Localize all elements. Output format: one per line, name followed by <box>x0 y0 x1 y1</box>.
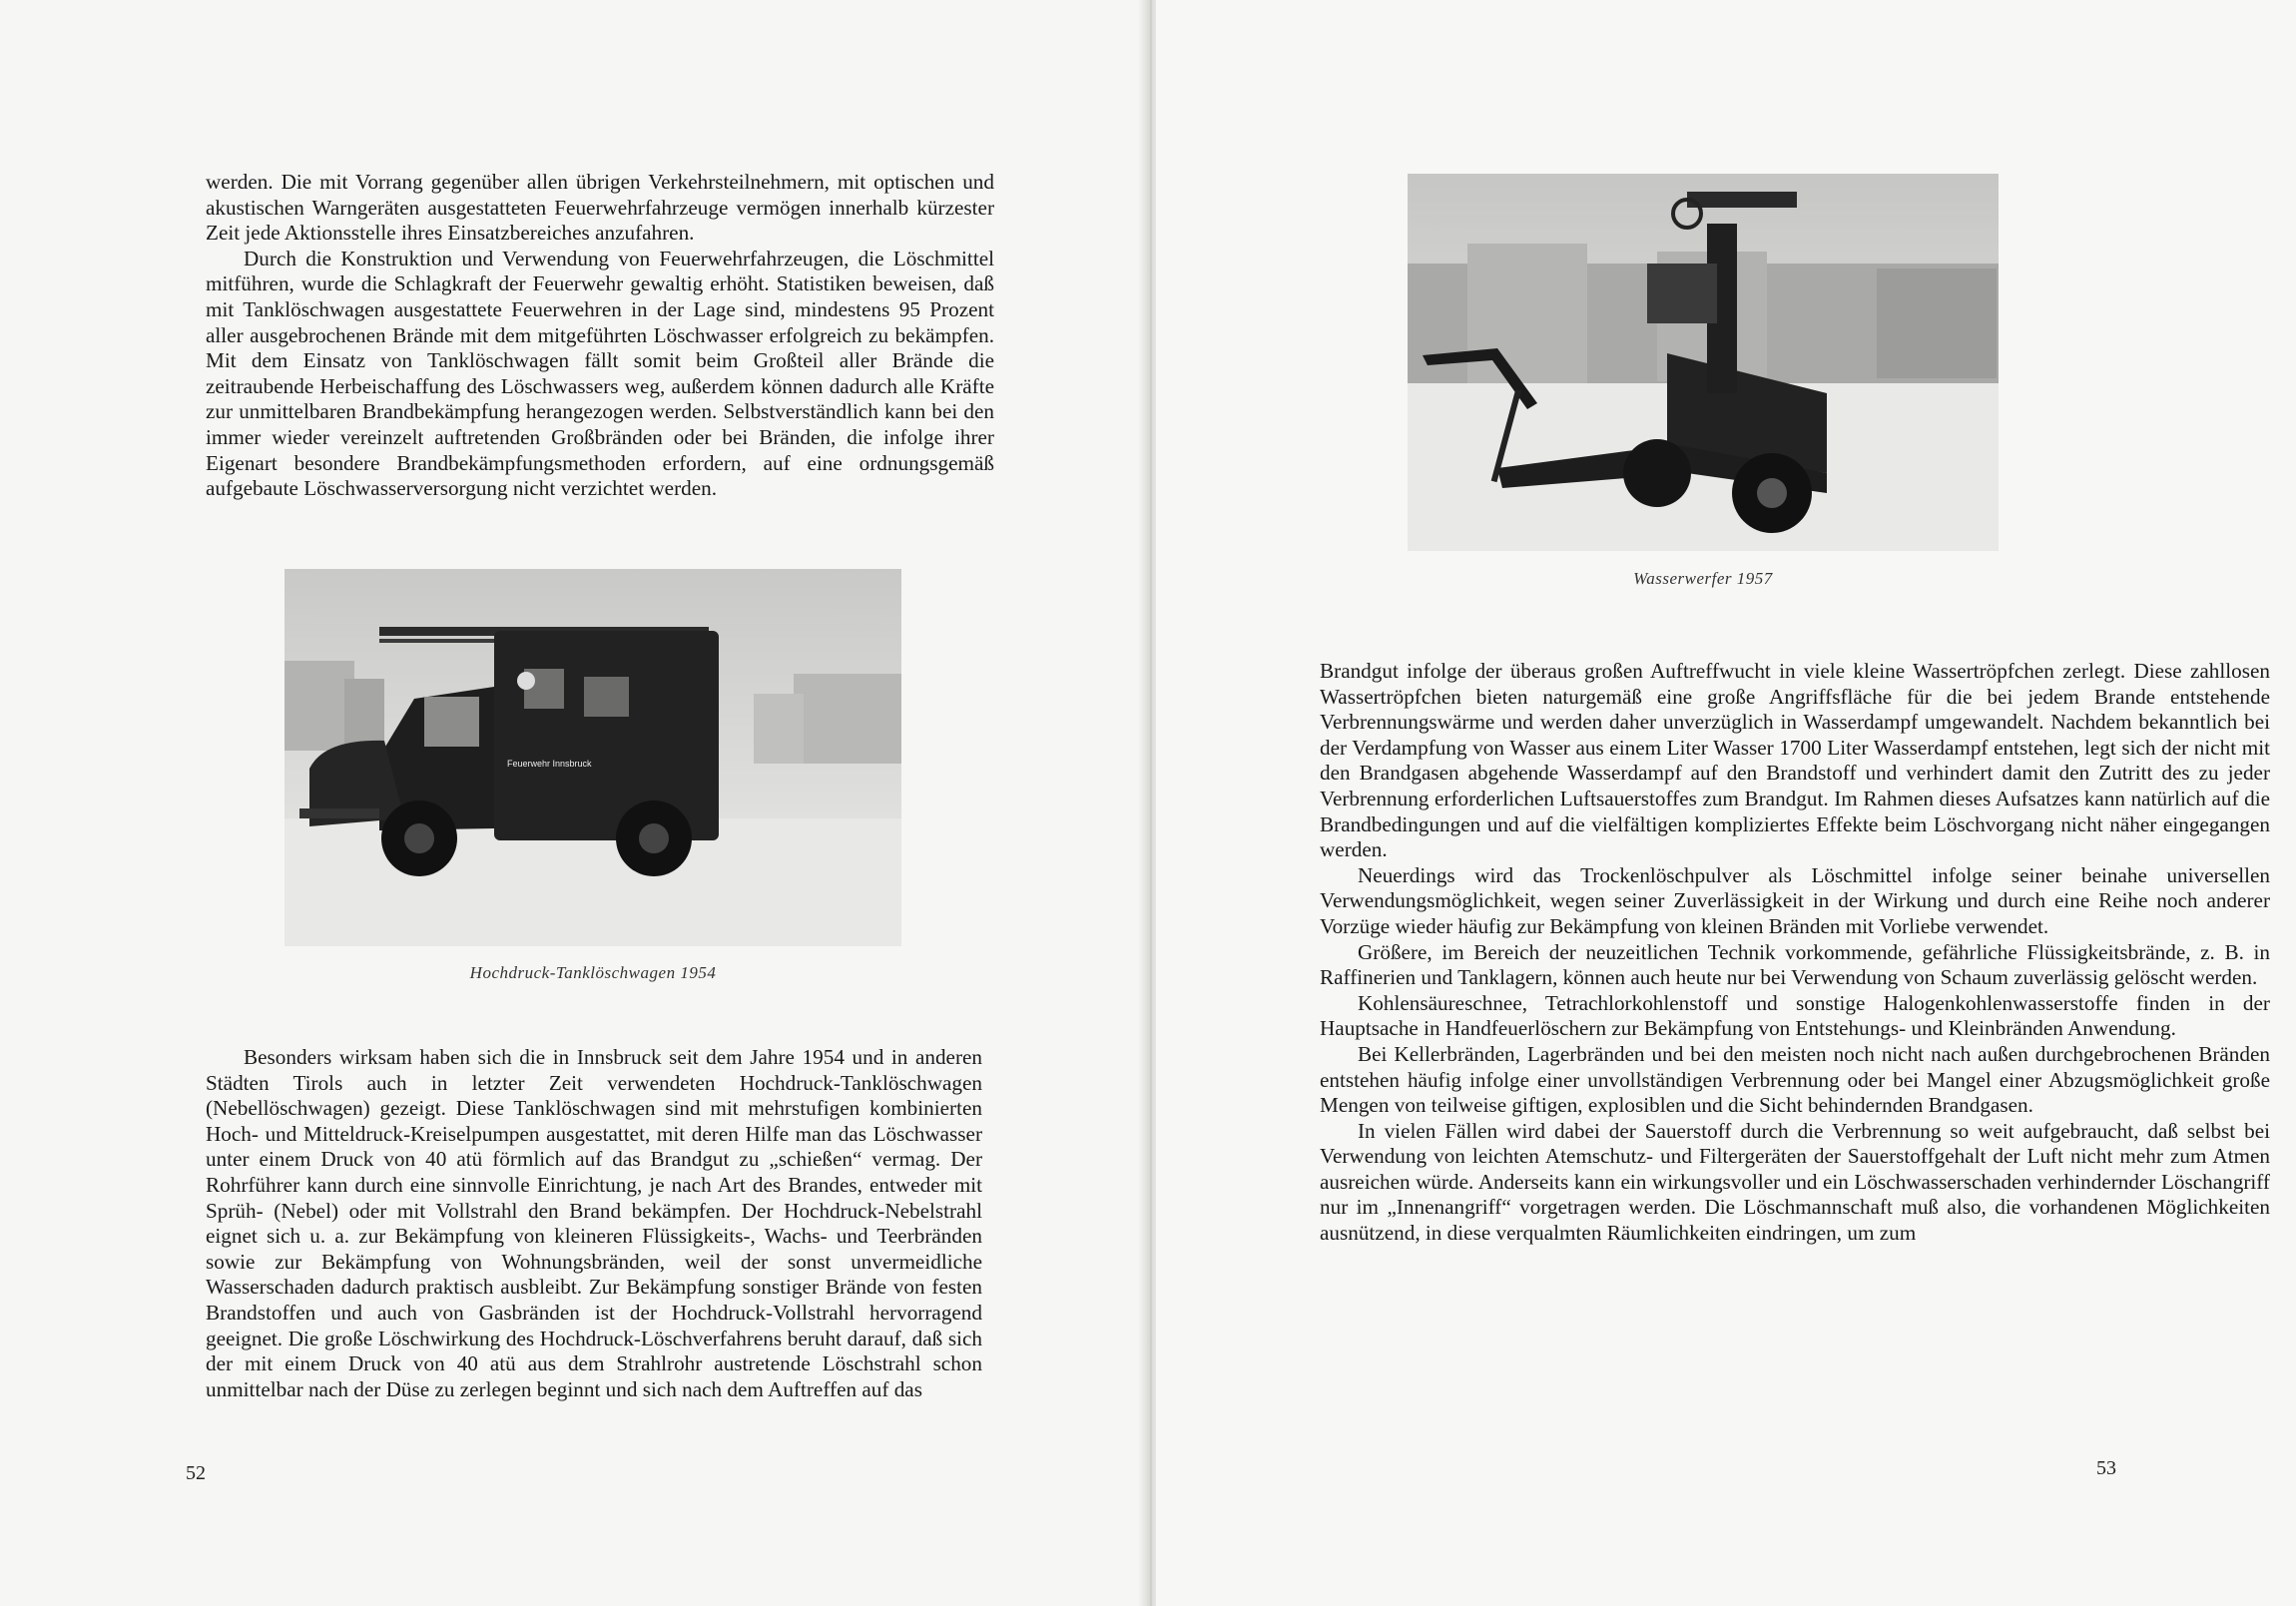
photo-caption: Wasserwerfer 1957 <box>1633 569 1773 588</box>
truck-door-lettering: Feuerwehr Innsbruck <box>507 759 592 769</box>
paragraph: werden. Die mit Vorrang gegenüber allen übrigen Verkehrsteilnehmern, mit optischen und akustischen Warngeräten ausgestatteten Feuerwehrfahrzeuge vermögen innerhalb kürzester Zeit jede Aktionsstelle ihres Einsatzbereiches anzufahren. <box>206 170 994 246</box>
paragraph: Größere, im Bereich der neuzeitlichen Technik vorkommende, gefährliche Flüssigkeitsbrände, z. B. in Raffinerien und Tanklagern, können auch heute nur bei Verwendung von Schaum zuverlässig gelöscht werden. <box>1320 939 2270 990</box>
right-text <box>1320 659 2270 1247</box>
photo-tank-truck <box>285 569 901 946</box>
paragraph: Neuerdings wird das Trockenlöschpulver als Löschmittel infolge seiner beinahe universellen Verwendungsmöglichkeit, wegen seiner Zuverlässigkeit in der Wirkung und durch eine Reihe noch anderer Vorzüge wieder häufig zur Bekämpfung von kleinen Bränden mit Vorliebe verwendet. <box>1320 862 2270 938</box>
paragraph: Bei Kellerbränden, Lagerbränden und bei den meisten noch nicht nach außen durchgebrochenen Bränden entstehen häufig infolge einer unvollständigen Verbrennung oder bei Mangel einer Abzugsmöglichkeit große Mengen von teilweise giftigen, explosiblen und die Sicht behindernden Brandgasen. <box>1320 1041 2270 1118</box>
paragraph: In vielen Fällen wird dabei der Sauerstoff durch die Verbrennung so weit aufgebraucht, daß selbst bei Verwendung von leichten Atemschutz- und Filtergeräten der Sauerstoffgehalt der Luft nicht mehr zum Atmen ausreichen würde. Anderseits kann ein wirkungsvoller und ein Löschwasserschaden verhindernder Löschangriff nur im „Innenangriff“ vorgetragen werden. Die Löschmannschaft muß also, die vorhandenen Möglichkeiten ausnützend, in diese verqualmten Räumlichkeiten eindringen, um zum <box>1320 1118 2270 1246</box>
photo-caption: Hochdruck-Tanklöschwagen 1954 <box>469 963 717 982</box>
page-number: 52 <box>186 1462 206 1484</box>
right-page <box>1156 0 2296 1606</box>
page-number: 53 <box>2096 1457 2116 1479</box>
left-text-bottom <box>206 1045 982 1402</box>
paragraph: Durch die Konstruktion und Verwendung von Feuerwehrfahrzeugen, die Löschmittel mitführen, wurde die Schlagkraft der Feuerwehr gewaltig erhöht. Statistiken beweisen, daß mit Tanklöschwagen ausgestattete Feuerwehren in der Lage sind, mindestens 95 Prozent aller ausgebrochenen Brände mit dem mitgeführten Löschwasser erfolgreich zu bekämpfen. Mit dem Einsatz von Tanklöschwagen fällt somit beim Großteil aller Brände die zeitraubende Herbeischaffung des Löschwassers weg, außerdem können dadurch alle Kräfte zur unmittelbaren Brandbekämpfung herangezogen werden. Selbstverständlich kann bei den immer wieder vereinzelt auftretenden Großbränden oder bei Bränden, die infolge ihrer Eigenart besondere Brandbekämpfungsmethoden erfordern, auf eine ordnungsgemäß aufgebaute Löschwasserversorgung nicht verzichtet werden. <box>206 246 994 501</box>
photo-water-cannon <box>1408 174 1999 551</box>
left-text-top <box>206 170 994 502</box>
paragraph: Besonders wirksam haben sich die in Innsbruck seit dem Jahre 1954 und in anderen Städten Tirols auch in letzter Zeit verwendeten Hochdruck-Tanklöschwagen (Nebellöschwagen) gezeigt. Diese Tanklöschwagen sind mit mehrstufigen kombinierten Hoch- und Mitteldruck-Kreiselpumpen ausgestattet, mit deren Hilfe man das Löschwasser unter einem Druck von 40 atü förmlich auf das Brandgut zu „schießen“ vermag. Der Rohrführer kann durch eine sinnvolle Einrichtung, je nach Art des Brandes, entweder mit Sprüh- (Nebel) oder mit Vollstrahl den Brand bekämpfen. Der Hochdruck-Nebelstrahl eignet sich u. a. zur Bekämpfung von kleineren Flüssigkeits-, Wachs- und Teerbränden sowie zur Bekämpfung von Wohnungsbränden, weil der sonst unvermeidliche Wasserschaden dadurch praktisch ausbleibt. Zur Bekämpfung sonstiger Brände von festen Brandstoffen und auch von Gasbränden ist der Hochdruck-Vollstrahl hervorragend geeignet. Die große Löschwirkung des Hochdruck-Löschverfahrens beruht darauf, daß sich der mit einem Druck von 40 atü aus dem Strahlrohr austretende Löschstrahl schon unmittelbar nach der Düse zu zerlegen beginnt und sich nach dem Auftreffen auf das <box>206 1045 982 1401</box>
paragraph: Brandgut infolge der überaus großen Auftreffwucht in viele kleine Wassertröpfchen zerlegt. Diese zahllosen Wassertröpfchen bieten naturgemäß eine große Angriffsfläche für die bei jedem Brande entstehende Verbrennungswärme und werden daher unverzüglich in Wasserdampf umgewandelt. Nachdem bekanntlich bei der Verdampfung von Wasser aus einem Liter Wasser 1700 Liter Wasserdampf entstehen, legt sich der nicht mit den Brandgasen abgehende Wasserdampf auf den Brandstoff und verhindert damit den Zutritt des zu jeder Verbrennung erforderlichen Luftsauerstoffes zum Brandgut. Im Rahmen dieses Aufsatzes kann natürlich auf die Brandbedingungen und auf die vielfältigen kompliziertes Effekte beim Löschvorgang nicht näher eingegangen werden. <box>1320 659 2270 862</box>
paragraph: Kohlensäureschnee, Tetrachlorkohlenstoff und sonstige Halogenkohlenwasserstoffe finden in der Hauptsache in Handfeuerlöschern zur Bekämpfung von Entstehungs- und Kleinbränden Anwendung. <box>1320 990 2270 1041</box>
